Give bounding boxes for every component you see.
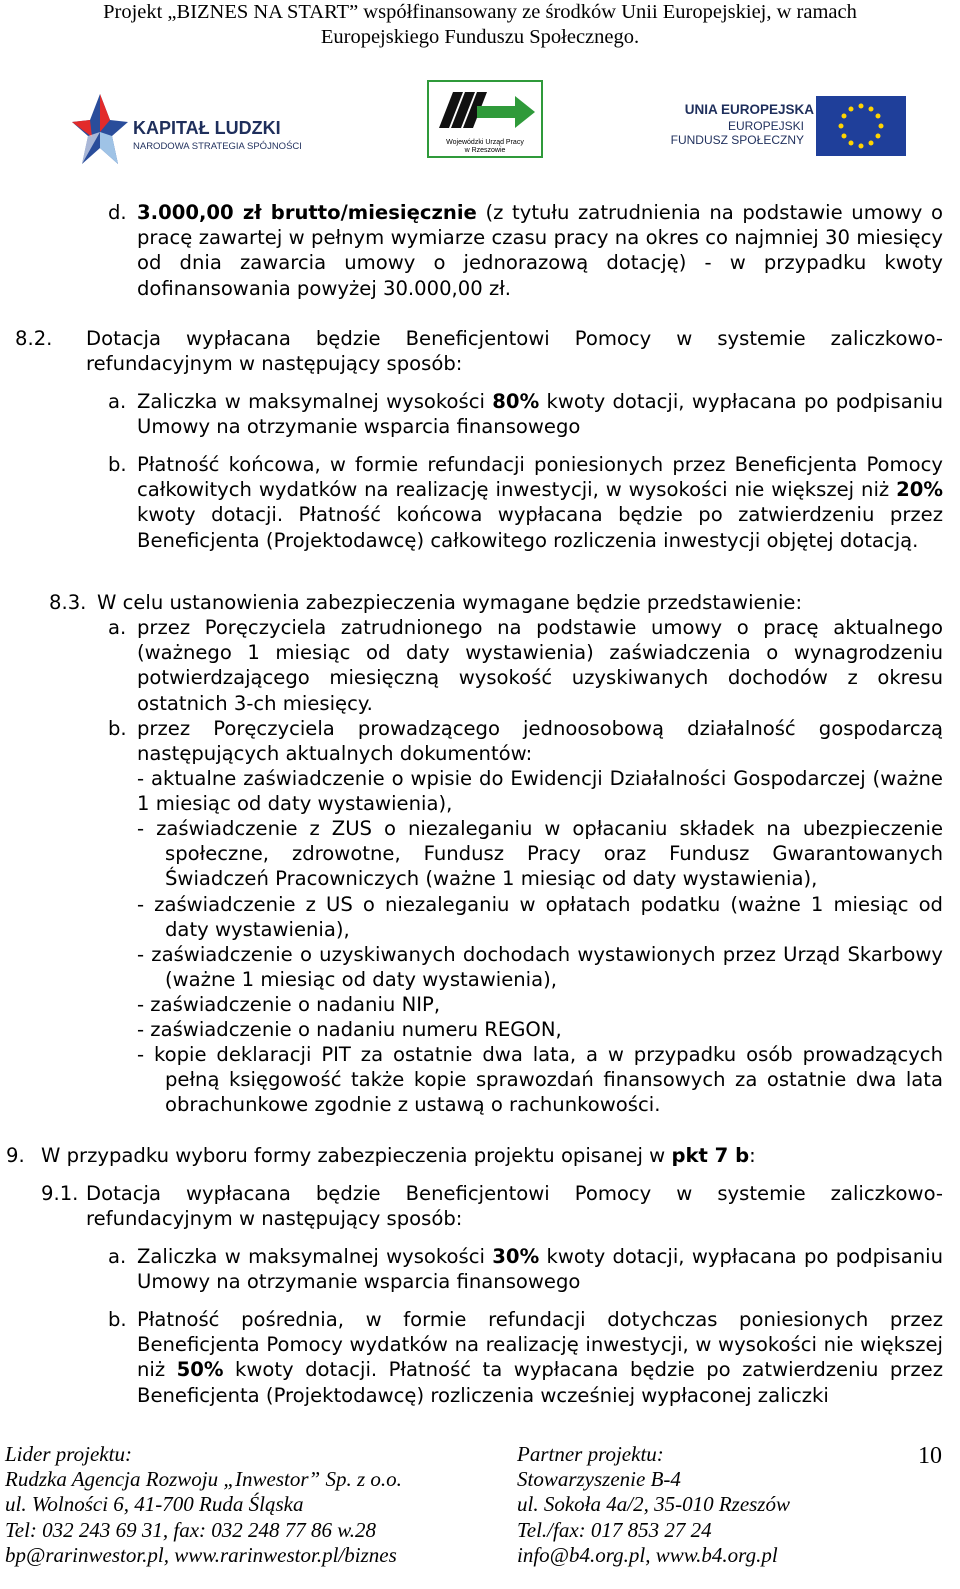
footer-leader-line: ul. Wolności 6, 41-700 Ruda Śląska bbox=[5, 1492, 304, 1517]
kapital-ludzki-subtitle: NARODOWA STRATEGIA SPÓJNOŚCI bbox=[133, 141, 302, 152]
section-8-2-a-pre: Zaliczka w maksymalnej wysokości bbox=[137, 390, 493, 413]
section-9-1-text: Dotacja wypłacana będzie Beneficjentowi Pomocy w systemie zaliczkowo-refundacyjnym w następujący sposób: bbox=[86, 1182, 943, 1231]
section-8-2-a-text bbox=[137, 389, 943, 439]
doc-item: - zaświadczenie o nadaniu NIP, bbox=[137, 993, 441, 1016]
wup-caption-1: Wojewódzki Urząd Pracy bbox=[446, 139, 524, 146]
kapital-ludzki-title: KAPITAŁ LUDZKI bbox=[133, 118, 281, 138]
section-9-1-b-label: b. bbox=[108, 1308, 127, 1331]
section-9-1-b-bold: 50% bbox=[176, 1358, 224, 1382]
footer-leader-line: Lider projektu: bbox=[5, 1442, 132, 1466]
section-8-3-number: 8.3. bbox=[49, 591, 87, 614]
section-8-3-b-text: przez Poręczyciela prowadzącego jednoosobową działalność gospodarczą następujących aktualnych dokumentów: bbox=[137, 717, 943, 766]
eu-line-1: UNIA EUROPEJSKA bbox=[684, 102, 814, 117]
doc-item: - zaświadczenie z ZUS o niezaleganiu w opłacaniu składek na ubezpieczenie społeczne, zdrowotne, Fundusz Pracy oraz Fundusz Gwarantowanych Świadczeń Pracowniczych (ważne 1 miesiąc od daty wystawienia), bbox=[137, 817, 943, 891]
doc-item: - zaświadczenie z US o niezaleganiu w opłatach podatku (ważne 1 miesiąc od daty wystawienia), bbox=[137, 893, 943, 942]
page-number: 10 bbox=[918, 1443, 942, 1469]
eu-line-2: EUROPEJSKI bbox=[727, 119, 804, 133]
section-8-3-text: W celu ustanowienia zabezpieczenia wymagane będzie przedstawienie: bbox=[97, 591, 803, 614]
footer-leader bbox=[5, 1442, 505, 1568]
eu-fund-logo bbox=[670, 96, 910, 158]
section-9-pre: W przypadku wyboru formy zabezpieczenia projektu opisanej w bbox=[41, 1144, 672, 1167]
section-9-post: : bbox=[749, 1144, 756, 1167]
section-8-3-b-label: b. bbox=[108, 717, 127, 740]
footer-partner bbox=[517, 1442, 917, 1568]
footer-partner-line: info@b4.org.pl, www.b4.org.pl bbox=[517, 1542, 778, 1567]
header-line-2: Europejskiego Funduszu Społecznego. bbox=[320, 26, 640, 48]
section-8-2-b-text bbox=[137, 452, 943, 553]
section-8-3-a-text: przez Poręczyciela zatrudnionego na podstawie umowy o pracę aktualnego (ważnego 1 miesiąc od daty wystawienia) zaświadczenia o wynagrodzeniu potwierdzającego miesięczną wysokość uzyskiwanych dochodów z okresu ostatnich 3-ch miesięcy. bbox=[137, 616, 943, 715]
section-8-2-a-post: kwoty dotacji, wypłacana po podpisaniu Umowy na otrzymanie wsparcia finansowego bbox=[137, 390, 943, 439]
section-9-bold: pkt 7 b bbox=[671, 1144, 750, 1167]
doc-item: - zaświadczenie o uzyskiwanych dochodach wystawionych przez Urząd Skarbowy (ważne 1 miesiąc od daty wystawienia), bbox=[137, 943, 943, 992]
section-8-2-a-bold: 80% bbox=[492, 390, 540, 413]
section-9-1-a-pre: Zaliczka w maksymalnej wysokości bbox=[137, 1245, 493, 1268]
section-9-1-number: 9.1. bbox=[41, 1182, 79, 1205]
wup-arrow-icon bbox=[429, 84, 541, 136]
footer-leader-line: Rudzka Agencja Rozwoju „Inwestor” Sp. z o.o. bbox=[5, 1467, 402, 1492]
section-9-1-a-label: a. bbox=[108, 1245, 127, 1268]
item-d-bold: 3.000,00 zł brutto/miesięcznie bbox=[137, 201, 477, 224]
item-d-label: d. bbox=[108, 201, 127, 224]
section-9-1-a-bold: 30% bbox=[492, 1245, 540, 1268]
kapital-ludzki-star-icon bbox=[70, 92, 130, 167]
footer-partner-line: ul. Sokoła 4a/2, 35-010 Rzeszów bbox=[517, 1492, 790, 1517]
section-9-1-b-pre: Płatność pośrednia, w formie refundacji dotychczas poniesionych przez Beneficjenta Pomocy wydatków na realizację inwestycji, w wysokości nie większej niż bbox=[137, 1308, 943, 1382]
section-9-1-a-post: kwoty dotacji, wypłacana po podpisaniu Umowy na otrzymanie wsparcia finansowego bbox=[137, 1245, 943, 1294]
section-8-2-b-post: kwoty dotacji. Płatność końcowa wypłacana będzie po zatwierdzeniu przez Beneficjenta (Projektodawcę) całkowitego rozliczenia inwestycji objętej dotacją. bbox=[137, 503, 943, 552]
wup-caption-2: w Rzeszowie bbox=[464, 147, 506, 154]
header-line-1: Projekt „BIZNES NA START” współfinansowany ze środków Unii Europejskiej, w ramach bbox=[103, 1, 857, 23]
doc-item: - kopie deklaracji PIT za ostatnie dwa lata, a w przypadku osób prowadzących pełną księgowość także kopie sprawozdań finansowych za ostatnie dwa lata obrachunkowe zgodnie z ustawą o rachunkowości. bbox=[137, 1043, 943, 1117]
section-8-2-b-bold: 20% bbox=[896, 478, 943, 502]
footer-leader-line: bp@rarinwestor.pl, www.rarinwestor.pl/biznes bbox=[5, 1542, 397, 1567]
section-9-1-a-text bbox=[137, 1244, 943, 1294]
footer-leader-line: Tel: 032 243 69 31, fax: 032 248 77 86 w.28 bbox=[5, 1517, 376, 1542]
section-8-2-number: 8.2. bbox=[15, 327, 53, 350]
wup-logo bbox=[427, 80, 543, 158]
section-9-1-b-text bbox=[137, 1307, 943, 1408]
section-8-2-text: Dotacja wypłacana będzie Beneficjentowi Pomocy w systemie zaliczkowo-refundacyjnym w następujący sposób: bbox=[86, 327, 943, 376]
section-9-number: 9. bbox=[6, 1144, 25, 1167]
footer-partner-line: Partner projektu: bbox=[517, 1442, 664, 1466]
footer-partner-line: Stowarzyszenie B-4 bbox=[517, 1467, 681, 1492]
section-9-text bbox=[41, 1143, 943, 1168]
section-8-2-a-label: a. bbox=[108, 390, 127, 413]
section-8-3-a-label: a. bbox=[108, 616, 127, 639]
item-d-text bbox=[137, 200, 943, 301]
doc-item: - aktualne zaświadczenie o wpisie do Ewidencji Działalności Gospodarczej (ważne 1 miesiąc od daty wystawienia), bbox=[137, 767, 943, 816]
section-8-2-b-label: b. bbox=[108, 453, 127, 476]
eu-line-3: FUNDUSZ SPOŁECZNY bbox=[670, 133, 804, 147]
item-d-rest: (z tytułu zatrudnienia na podstawie umowy o pracę zawartej w pełnym wymiarze czasu pracy na okres co najmniej 30 miesięcy od dnia zawarcia umowy o jednorazową dotację) - w przypadku kwoty dofinansowania powyżej 30.000,00 zł. bbox=[137, 201, 944, 300]
header bbox=[0, 0, 960, 50]
doc-item: - zaświadczenie o nadaniu numeru REGON, bbox=[137, 1018, 562, 1041]
kapital-ludzki-logo bbox=[70, 92, 305, 167]
section-8-2-b-pre: Płatność końcowa, w formie refundacji poniesionych przez Beneficjenta Pomocy całkowitych wydatków na realizację inwestycji, w wysokości nie większej niż bbox=[137, 453, 943, 502]
eu-flag-icon bbox=[816, 96, 906, 156]
footer-partner-line: Tel./fax: 017 853 27 24 bbox=[517, 1517, 712, 1542]
section-9-1-b-post: kwoty dotacji. Płatność ta wypłacana będzie po zatwierdzeniu przez Beneficjenta (Projektodawcę) rozliczenia wcześniej wypłaconej zaliczki bbox=[137, 1358, 943, 1407]
